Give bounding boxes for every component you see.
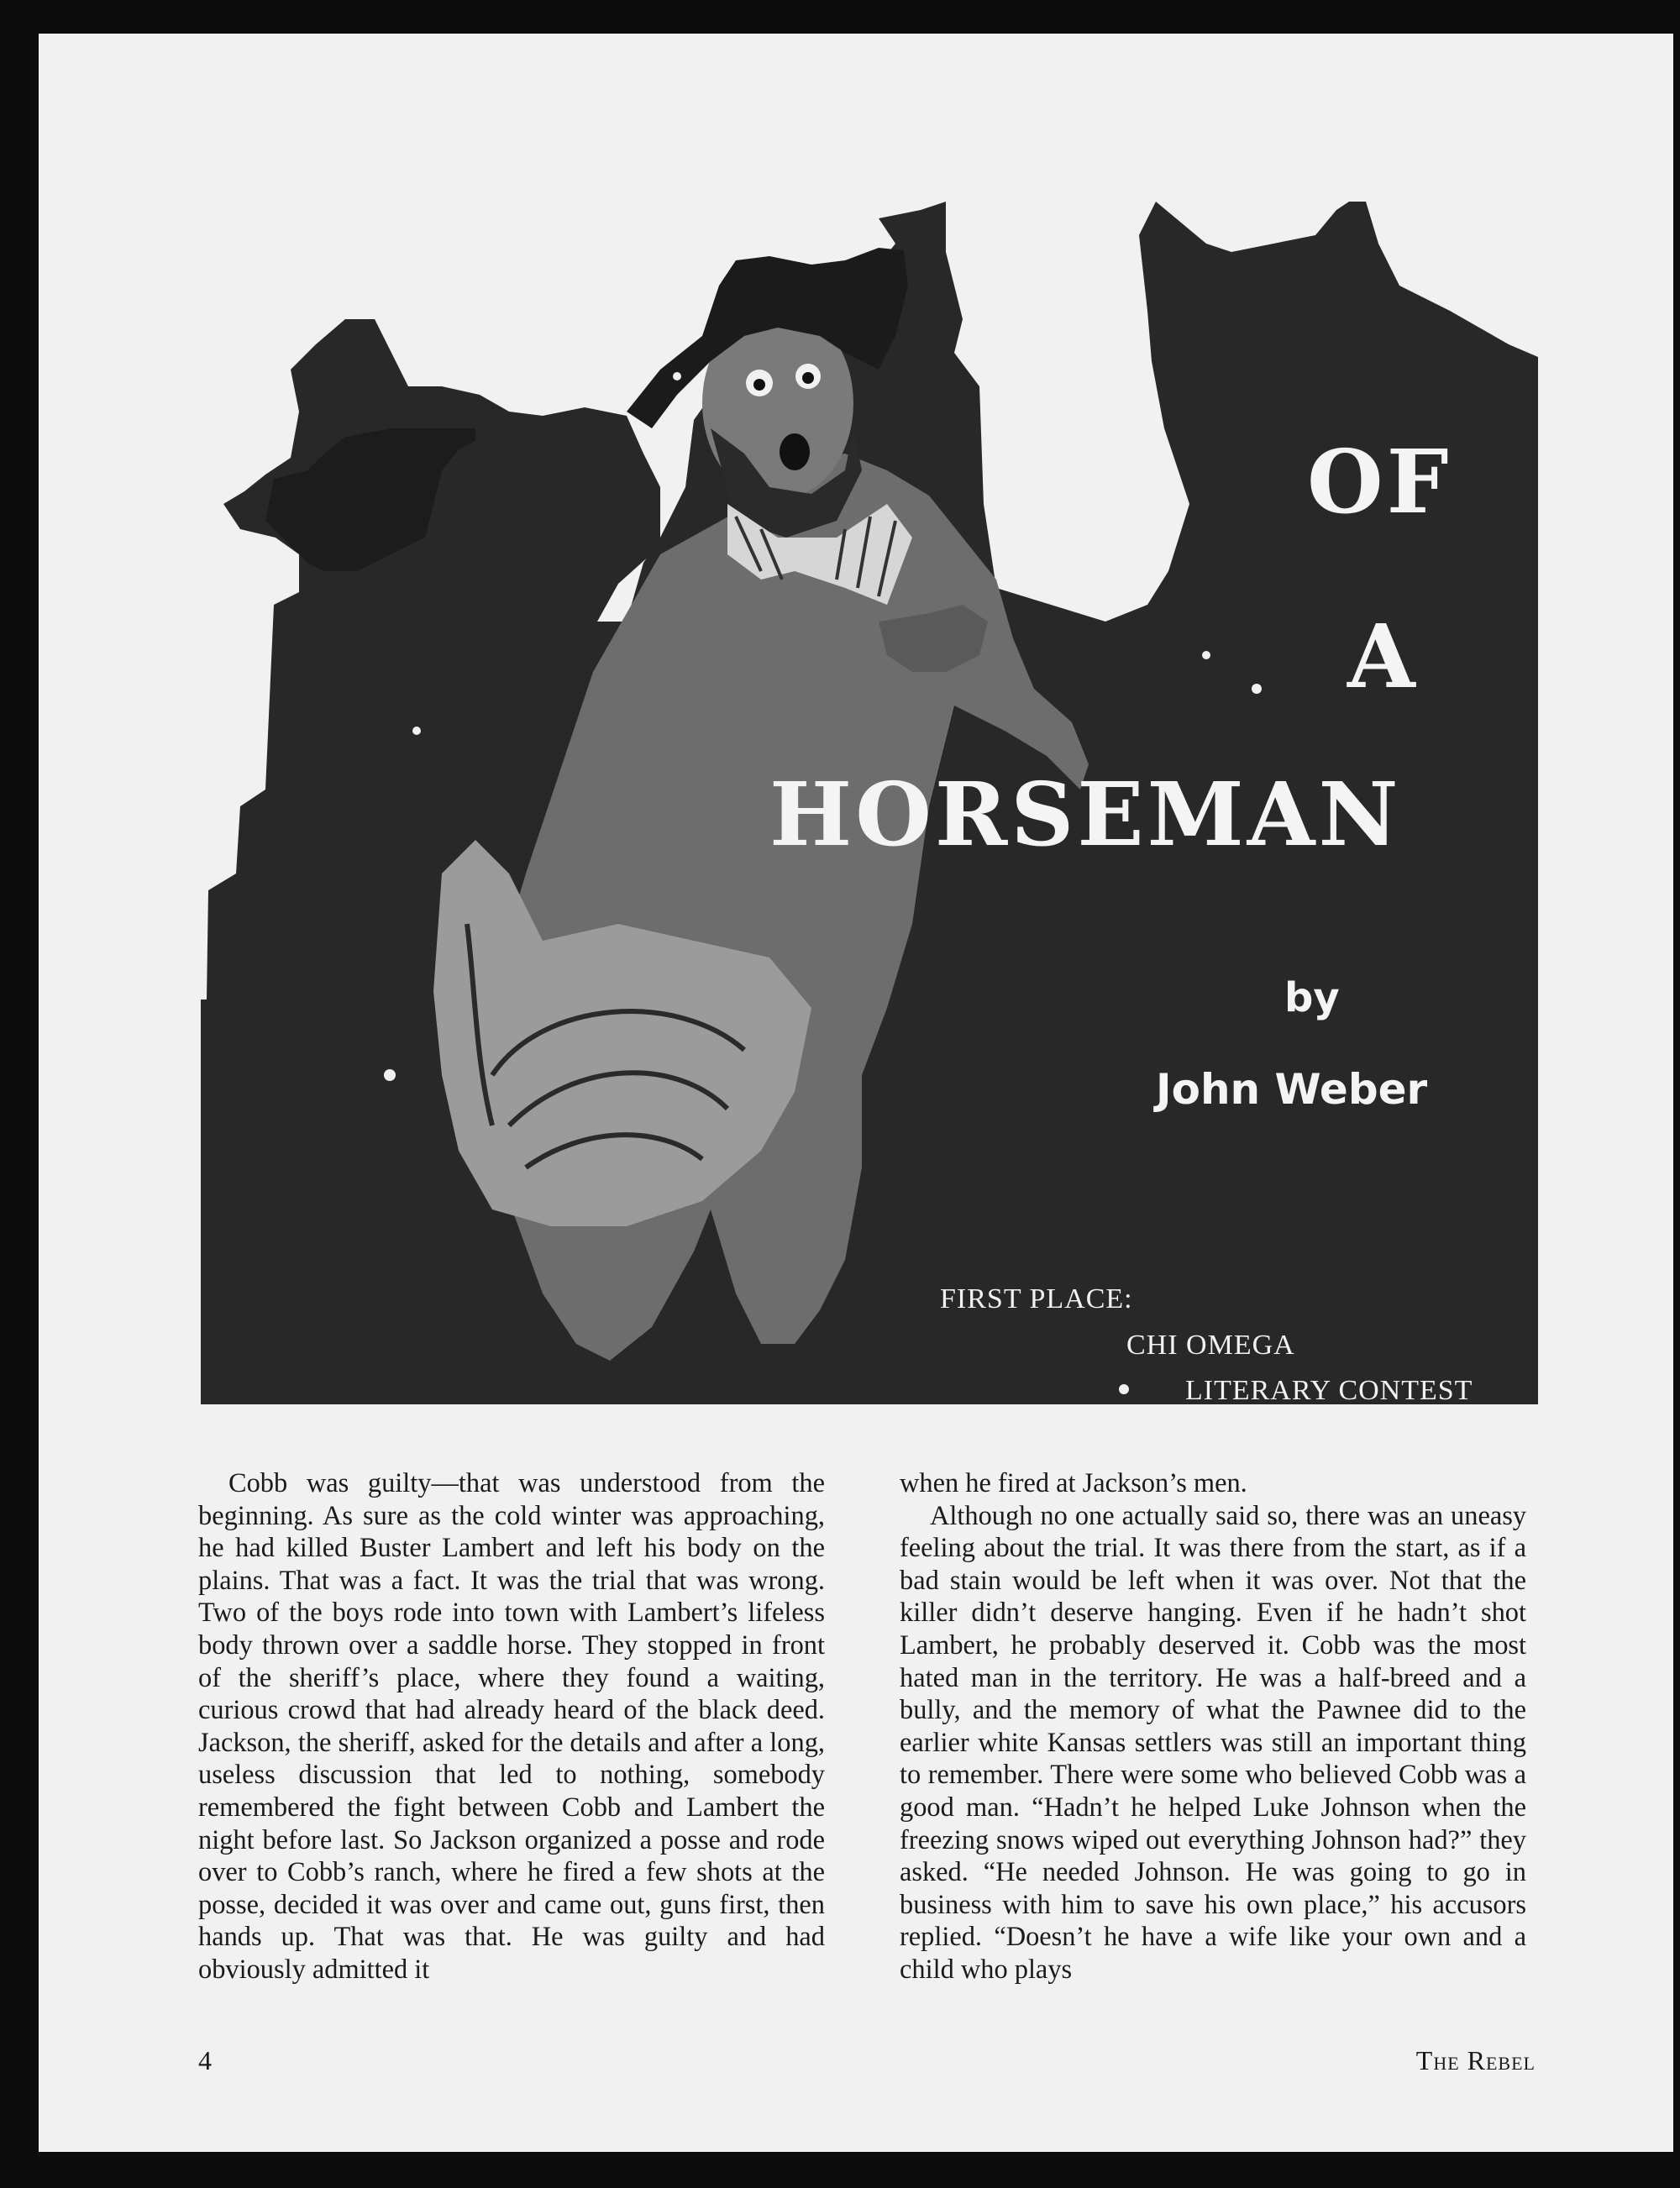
running-head: The Rebel	[1415, 2045, 1536, 2075]
contest-line-first-place: FIRST PLACE:	[940, 1283, 1133, 1314]
title-word-a: A	[1347, 605, 1419, 708]
left-column-text: Cobb was guilty—that was understood from the beginning. As sure as the cold winter was approaching, he had killed Buster Lambert and left his body on the plains. That was a fact. It was the trial that was wrong. Two of the boys rode into town with Lambert’s lifeless body thrown over a saddle horse. They stopped in front of the sheriff’s place, where they found a waiting, curious crowd that had already heard of the black deed. Jackson, the sheriff, asked for the details and after a long, useless discussion that led to nothing, somebody remembered the fight between Cobb and Lambert the night before last. So Jackson organized a posse and rode over to Cobb’s ranch, where he fired a few shots at the posse, decided it was over and came out, guns first, then hands up. That was that. He was guilty and had obviously admitted it	[198, 1468, 825, 1985]
horseman-mouth	[780, 433, 810, 470]
contest-line-chi-omega: CHI OMEGA	[1126, 1330, 1295, 1361]
byline-author: John Weber	[1156, 1065, 1428, 1114]
story-illustration	[39, 34, 1673, 1411]
title-word-horseman: HORSEMAN	[769, 763, 1402, 866]
body-column-right	[900, 1467, 1526, 2022]
byline-by: by	[1284, 974, 1340, 1021]
body-column-left	[198, 1467, 825, 2022]
right-column-continuation: when he fired at Jackson’s men.	[900, 1468, 1247, 1498]
right-column-paragraph: Although no one actually said so, there was an uneasy feeling about the trial. It was there from the start, as if a bad stain would be left when it was over. Not that the killer didn’t deserve hanging. Even if he hadn’t shot Lambert, he probably deserved it. Cobb was the most hated man in the territory. He was a half-breed and a bully, and the memory of what the Pawnee did to the earlier white Kansas settlers was still an important thing to remember. There were some who believed Cobb was a good man. “Hadn’t he helped Luke Johnson when the freezing snows wiped out everything Johnson had?” they asked. “He needed Johnson. He was going to go in business with him to save his own place,” his accusors replied. “Doesn’t he have a wife like your own and a child who plays	[900, 1500, 1526, 1985]
page-number: 4	[198, 2045, 212, 2075]
contest-line-literary-contest: LITERARY CONTEST	[1185, 1375, 1473, 1406]
title-word-of: OF	[1307, 430, 1452, 533]
magazine-page	[39, 34, 1673, 2152]
